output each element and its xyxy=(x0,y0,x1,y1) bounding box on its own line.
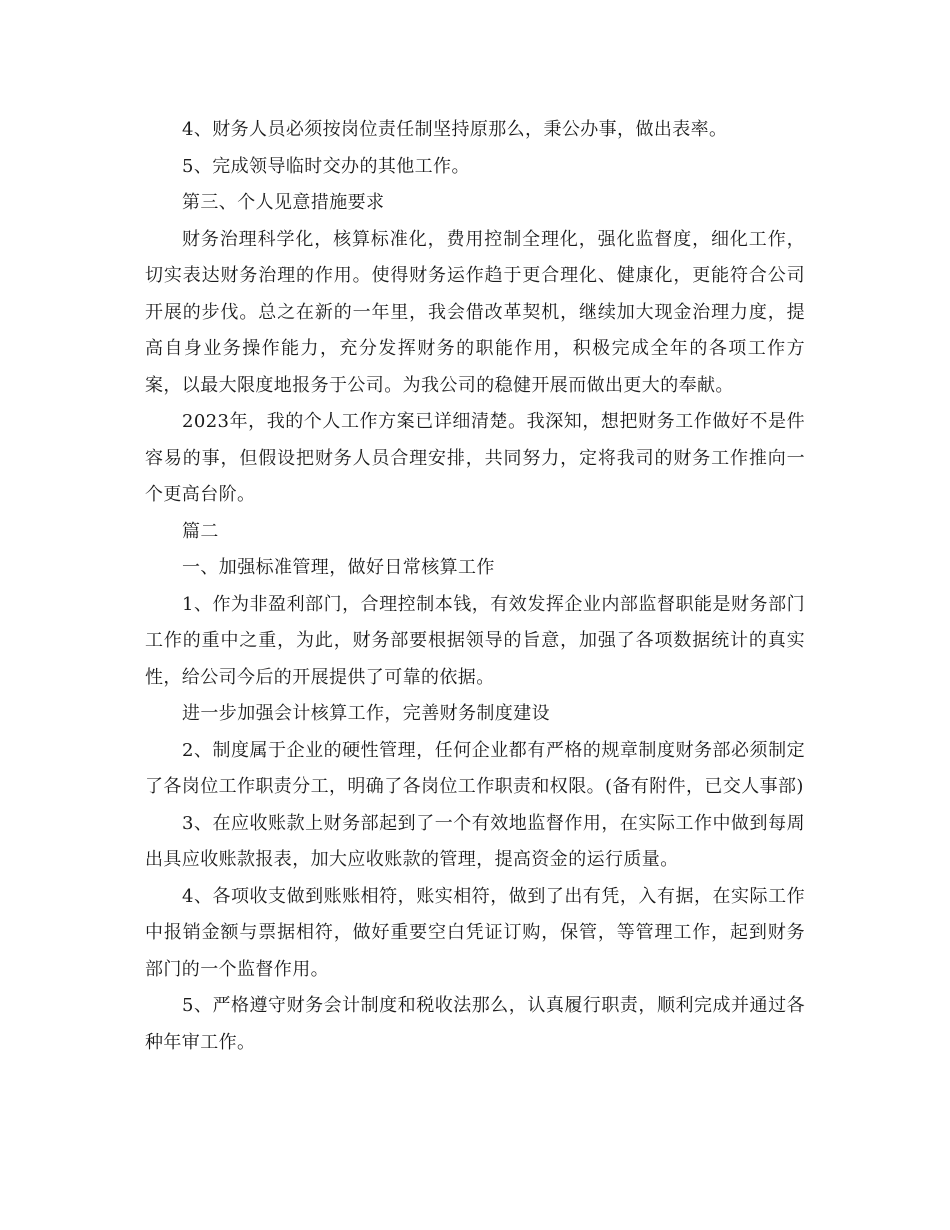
paragraph-4: 财务治理科学化，核算标准化，费用控制全理化，强化监督度，细化工作，切实表达财务治理的作用。使得财务运作趋于更合理化、健康化，更能符合公司开展的步伐。总之在新的一年里，我会借改革契机，继续加大现金治理力度，提高自身业务操作能力，充分发挥财务的职能作用，积极完成全年的各项工作方案，以最大限度地报务于公司。为我公司的稳健开展而做出更大的奉献。 xyxy=(145,228,805,396)
document-body xyxy=(145,112,805,1061)
paragraph-8: 1、作为非盈利部门，合理控制本钱，有效发挥企业内部监督职能是财务部门工作的重中之重，为此，财务部要根据领导的旨意，加强了各项数据统计的真实性，给公司今后的开展提供了可靠的依据。 xyxy=(145,593,805,688)
section-heading-9: 进一步加强会计核算工作，完善财务制度建设 xyxy=(182,703,550,724)
paragraph-2: 5、完成领导临时交办的其他工作。 xyxy=(182,155,470,177)
section-heading-3: 第三、个人见意措施要求 xyxy=(182,192,385,213)
section-heading-part-two: 篇二 xyxy=(182,520,219,542)
paragraph-10: 2、制度属于企业的硬性管理，任何企业都有严格的规章制度财务部必须制定了各岗位工作职责分工，明确了各岗位工作职责和权限。(备有附件，已交人事部) xyxy=(145,739,805,797)
paragraph-12: 4、各项收支做到账账相符，账实相符，做到了出有凭，入有据，在实际工作中报销金额与票据相符，做好重要空白凭证订购，保管，等管理工作，起到财务部门的一个监督作用。 xyxy=(145,885,805,980)
paragraph-13: 5、严格遵守财务会计制度和税收法那么，认真履行职责，顺利完成并通过各种年审工作。 xyxy=(145,995,805,1053)
paragraph-5: 2023年，我的个人工作方案已详细清楚。我深知，想把财务工作做好不是件容易的事，但假设把财务人员合理安排，共同努力，定将我司的财务工作推向一个更高台阶。 xyxy=(145,411,805,505)
paragraph-11: 3、在应收账款上财务部起到了一个有效地监督作用，在实际工作中做到每周出具应收账款报表，加大应收账款的管理，提高资金的运行质量。 xyxy=(145,812,805,870)
section-heading-7: 一、加强标准管理，做好日常核算工作 xyxy=(182,557,495,578)
paragraph-1: 4、财务人员必须按岗位责任制坚持原那么，秉公办事，做出表率。 xyxy=(182,119,728,140)
